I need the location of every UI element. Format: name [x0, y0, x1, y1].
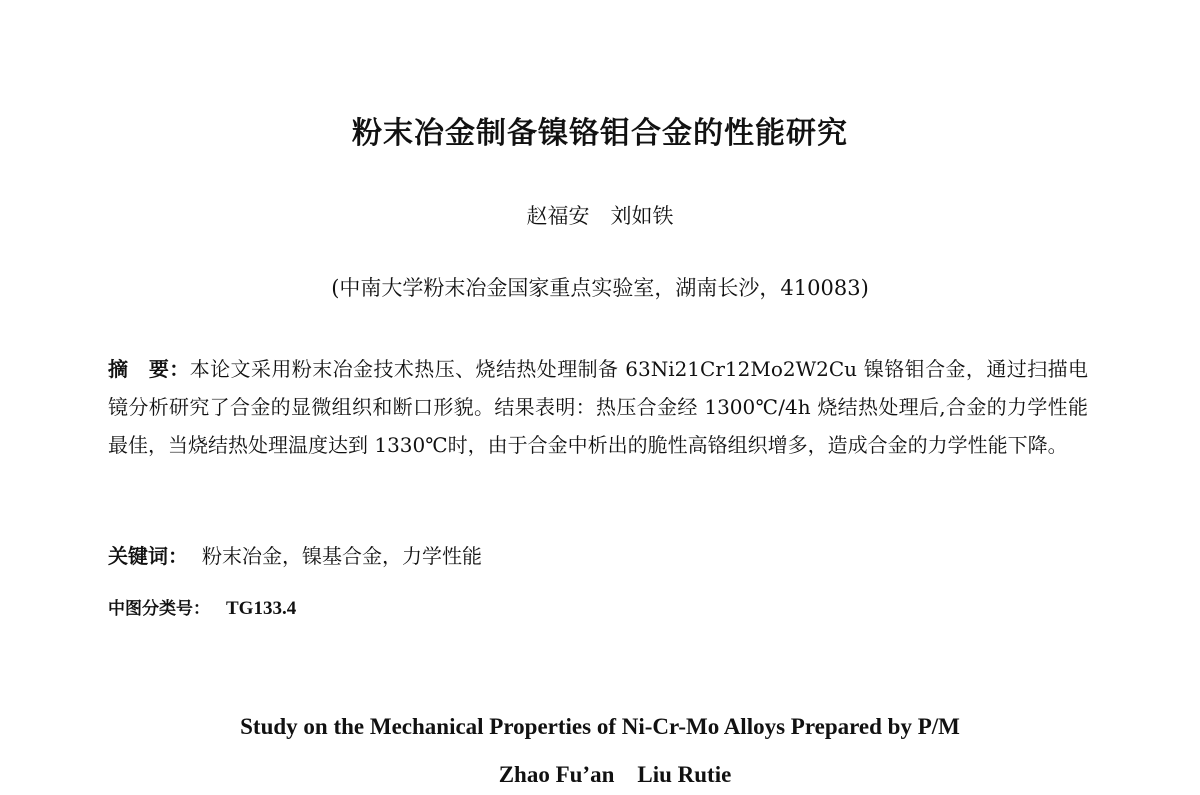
- abstract-text: 本论文采用粉末冶金技术热压、烧结热处理制备 63Ni21Cr12Mo2W2Cu 镍铬钼合金，通过扫描电镜分析研究了合金的显微组织和断口形貌。结果表明：热压合金经 1300℃/4h 烧结热处理后,合金的力学性能最佳，当烧结热处理温度达到 1330℃时，由于合金中析出的脆性高铬组织增多，造成合金的力学性能下降。: [108, 357, 1089, 457]
- keywords-label: 关键词：: [108, 544, 188, 568]
- authors-en: Zhao Fu’an Liu Rutie: [498, 762, 732, 787]
- authors-cn: 赵福安 刘如铁: [526, 204, 674, 228]
- paper-title-en: Study on the Mechanical Properties of Ni-Cr-Mo Alloys Prepared by P/M: [240, 714, 960, 739]
- keywords-cn: [108, 540, 482, 569]
- paper-title-cn: 粉末冶金制备镍铬钼合金的性能研究: [352, 116, 848, 151]
- affiliation-cn: (中南大学粉末冶金国家重点实验室，湖南长沙，410083): [331, 276, 869, 300]
- abstract-label: 摘 要：: [108, 357, 190, 381]
- classification-value: TG133.4: [226, 598, 297, 619]
- abstract-cn: [108, 350, 1088, 464]
- classification-label: 中图分类号：: [108, 599, 210, 619]
- keywords-text: 粉末冶金，镍基合金，力学性能: [202, 544, 482, 568]
- classification-number: [108, 594, 296, 620]
